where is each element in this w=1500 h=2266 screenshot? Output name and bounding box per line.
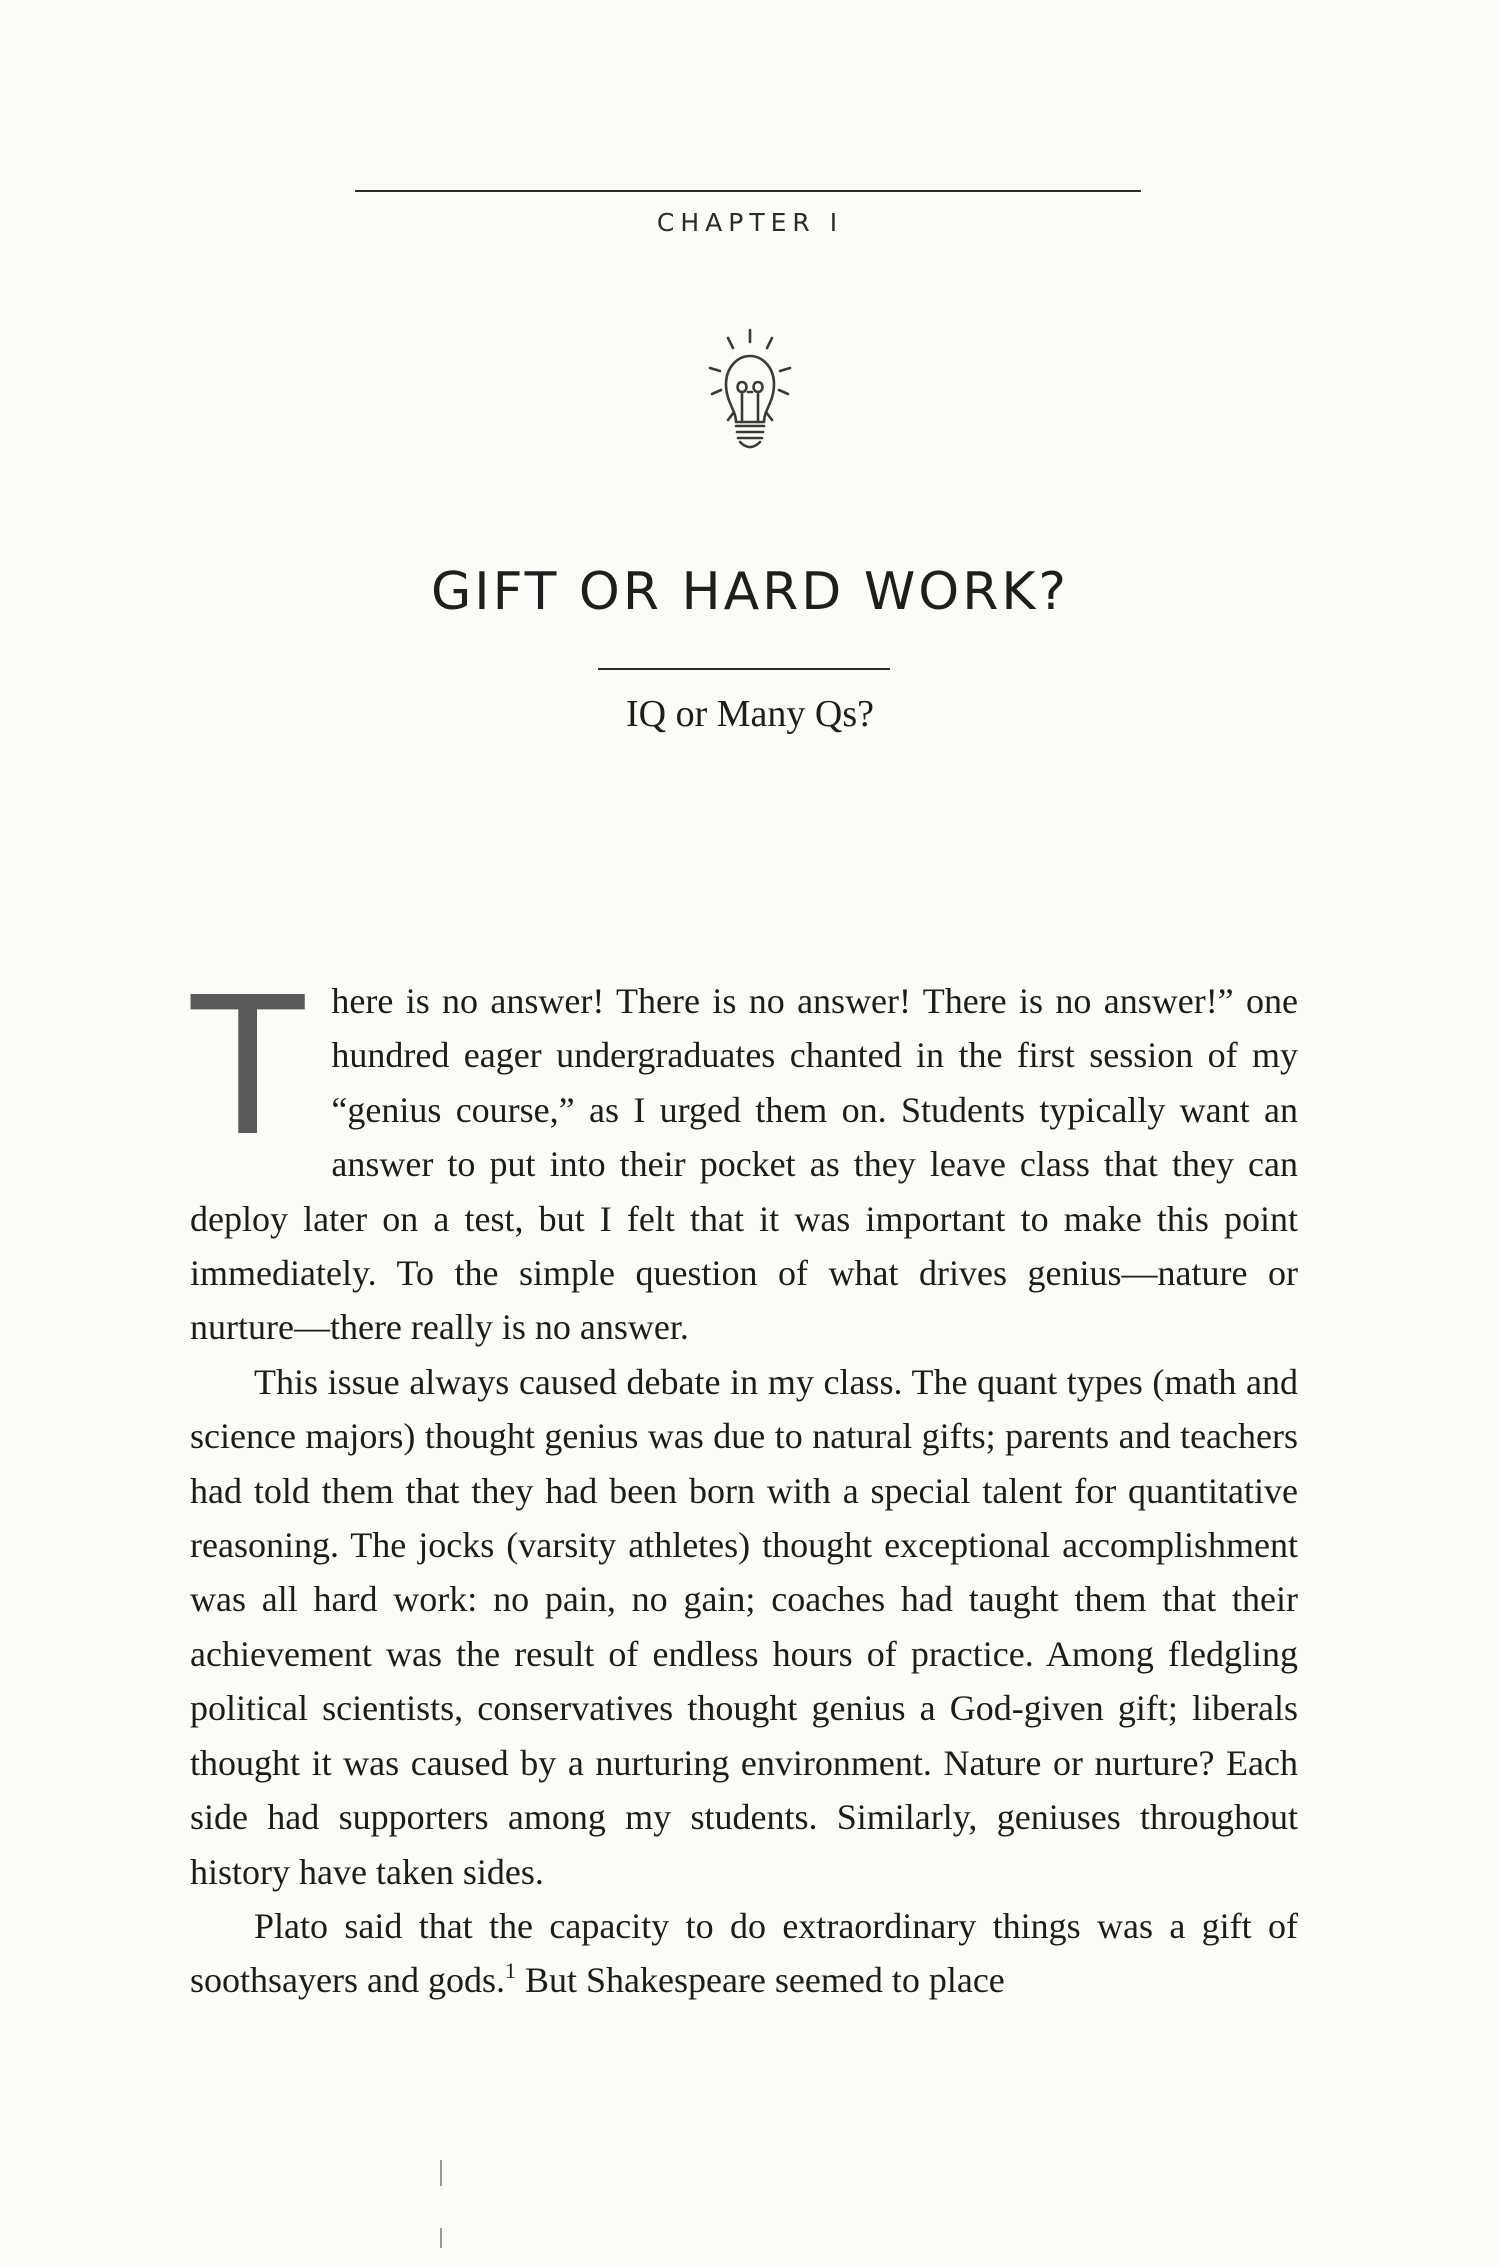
- scan-mark: [440, 2228, 442, 2248]
- scan-mark: [440, 2160, 442, 2186]
- paragraph-3-text: Plato said that the capacity to do extraordinary things was a gift of soothsayers and gods.: [190, 1905, 1298, 2001]
- footnote-marker: 1: [504, 1958, 516, 1984]
- chapter-title: GIFT OR HARD WORK?: [430, 562, 1070, 622]
- chapter-subtitle: IQ or Many Qs?: [625, 693, 874, 735]
- paragraph-1-text: here is no answer! There is no answer! There is no answer!” one hundred eager undergraduates chanted in the first session of my “genius course,” as I urged them on. Students typically want an answer to put into their pocket as they leave class that they can deploy later on a test, but I felt that it was important to make this point immediately. To the simple question of what drives genius—nature or nurture—there really is no answer.: [190, 981, 1298, 1348]
- paragraph-3-continuation: But Shakespeare seemed to place: [515, 1960, 1005, 2001]
- paragraph-2: This issue always caused debate in my class. The quant types (math and science majors) thought genius was due to natural gifts; parents and teachers had told them that they had been born with a special talent for quantitative reasoning. The jocks (varsity athletes) thought exceptional accomplishment was all hard work: no pain, no gain; coaches had taught them that their achievement was the result of endless hours of practice. Among fledgling political scientists, conservatives thought genius a God-given gift; liberals thought it was caused by a nurturing environment. Nature or nurture? Each side had supporters among my students. Similarly, geniuses throughout history have taken sides.: [190, 1361, 1298, 1892]
- chapter-label: CHAPTER I: [656, 208, 844, 237]
- drop-cap: T: [186, 950, 310, 1176]
- lightbulb-icon: [690, 326, 810, 456]
- paragraph-3: [190, 1899, 1298, 2008]
- paragraph-1: [186, 950, 1298, 1355]
- body-text: [186, 950, 1298, 2008]
- subtitle-rule: [598, 668, 890, 670]
- chapter-top-rule: [355, 190, 1141, 192]
